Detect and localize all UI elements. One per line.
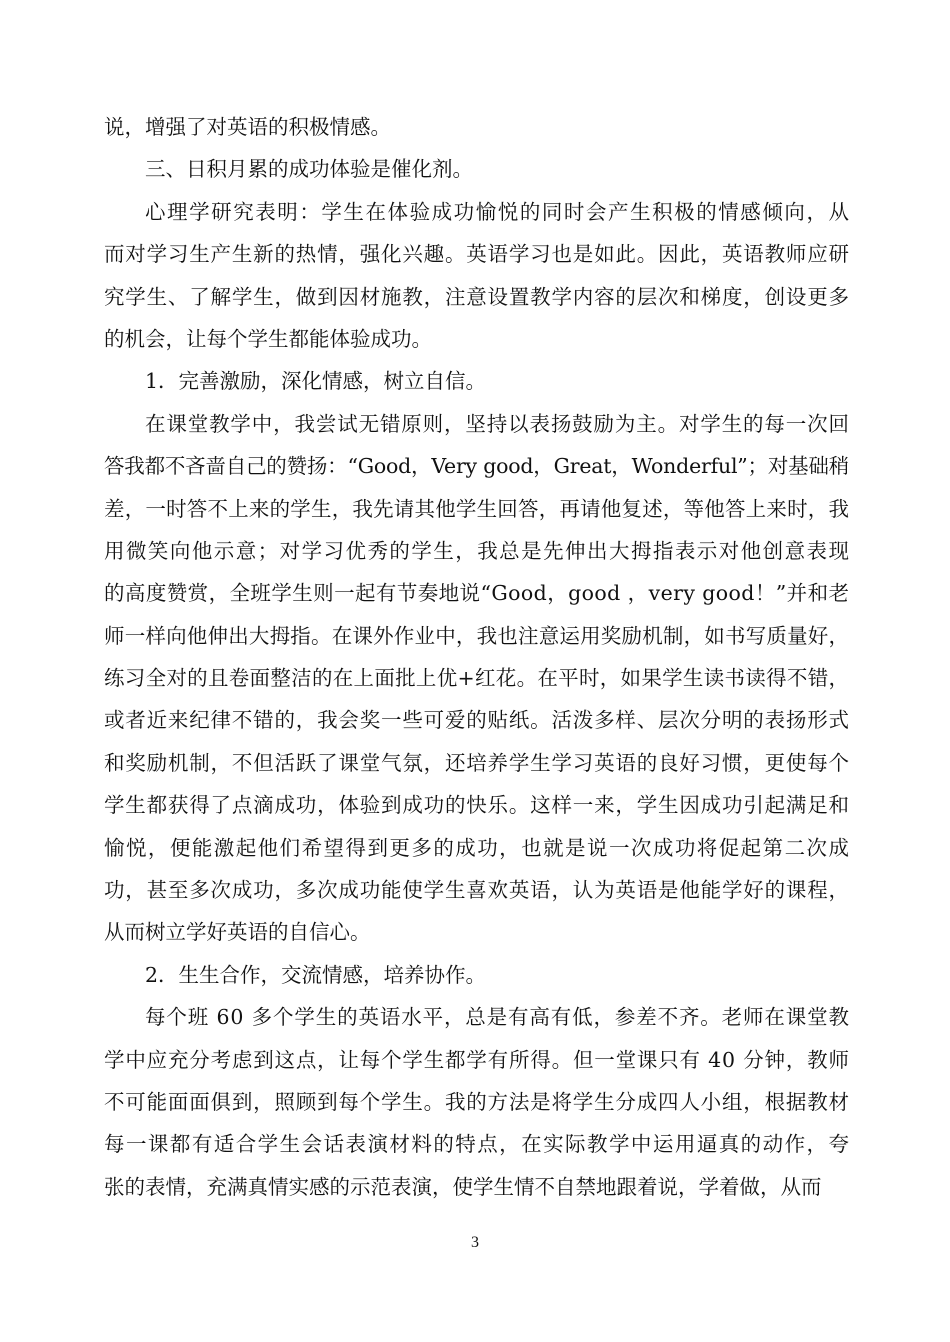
text-line: 和奖励机制，不但活跃了课堂气氛，还培养学生学习英语的良好习惯，更使每个 <box>104 750 850 775</box>
text-line: 愉悦，便能激起他们希望得到更多的成功，也就是说一次成功将促起第二次成 <box>104 835 851 860</box>
text-line: 功，甚至多次成功，多次成功能使学生喜欢英语，认为英语是他能学好的课程， <box>104 878 850 903</box>
text-line: 的机会，让每个学生都能体验成功。 <box>104 326 432 351</box>
text-line: 答我都不吝啬自己的赞扬：“Good，Very good，Great，Wonderful”；对基础稍 <box>104 454 849 479</box>
text-line: 说，增强了对英语的积极情感。 <box>104 115 391 139</box>
text-line: 练习全对的且卷面整洁的在上面批上优+红花。在平时，如果学生读书读得不错， <box>104 666 850 691</box>
text-line: 心理学研究表明：学生在体验成功愉悦的同时会产生积极的情感倾向，从 <box>145 199 851 224</box>
text-line: 2．生生合作，交流情感，培养协作。 <box>145 962 487 987</box>
text-line: 每一课都有适合学生会话表演材料的特点，在实际教学中运用逼真的动作，夸 <box>104 1132 851 1157</box>
text-line: 三、日积月累的成功体验是催化剂。 <box>145 157 473 182</box>
text-line: 从而树立学好英语的自信心。 <box>104 920 371 945</box>
text-line: 用微笑向他示意；对学习优秀的学生，我总是先伸出大拇指表示对他创意表现 <box>104 538 851 563</box>
text-line: 的高度赞赏，全班学生则一起有节奏地说“Good，good ，very good！”并和老 <box>104 581 850 606</box>
text-line: 而对学习生产生新的热情，强化兴趣。英语学习也是如此。因此，英语教师应研 <box>104 242 850 267</box>
text-line: 学生都获得了点滴成功，体验到成功的快乐。这样一来，学生因成功引起满足和 <box>104 793 850 818</box>
page-number: 3 <box>471 1234 479 1251</box>
text-line: 每个班 60 多个学生的英语水平，总是有高有低，参差不齐。老师在课堂教 <box>145 1005 850 1030</box>
text-line: 究学生、了解学生，做到因材施教，注意设置教学内容的层次和梯度，创设更多 <box>104 284 850 309</box>
text-line: 或者近来纪律不错的，我会奖一些可爱的贴纸。活泼多样、层次分明的表扬形式 <box>104 708 850 733</box>
text-line: 1．完善激励，深化情感，树立自信。 <box>145 369 487 394</box>
body-text <box>104 106 849 1208</box>
text-line: 在课堂教学中，我尝试无错原则，坚持以表扬鼓励为主。对学生的每一次回 <box>145 411 850 436</box>
text-line: 师一样向他伸出大拇指。在课外作业中，我也注意运用奖励机制，如书写质量好， <box>104 623 850 648</box>
text-line: 学中应充分考虑到这点，让每个学生都学有所得。但一堂课只有 40 分钟，教师 <box>104 1047 850 1072</box>
text-line: 不可能面面俱到，照顾到每个学生。我的方法是将学生分成四人小组，根据教材 <box>104 1089 850 1114</box>
text-line: 张的表情，充满真情实感的示范表演，使学生情不自禁地跟着说，学着做，从而 <box>104 1174 822 1199</box>
text-line: 差，一时答不上来的学生，我先请其他学生回答，再请他复述，等他答上来时，我 <box>104 496 850 521</box>
